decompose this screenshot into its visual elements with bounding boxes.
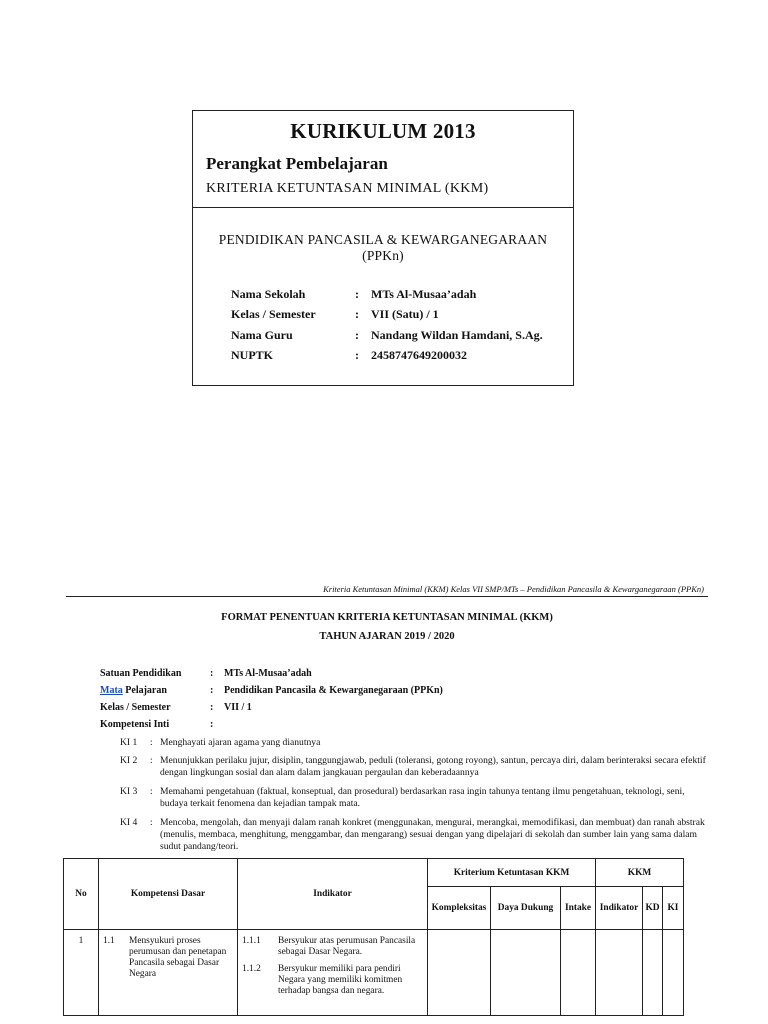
table-row [64, 930, 684, 1016]
cover-info-label: NUPTK [231, 348, 273, 362]
meta-colon: : [210, 668, 214, 679]
ki-text: Memahami pengetahuan (faktual, konseptual, dan prosedural) berdasarkan rasa ingin tahunya tentang ilmu pengetahuan, teknologi, seni, budaya terkait fenomena dan kejadian tampak mata. [160, 786, 685, 809]
ki-number: KI 3 [120, 786, 138, 797]
cover-subject [193, 232, 573, 264]
kd-number: 1.1 [103, 936, 115, 946]
ki-text: Menghayati ajaran agama yang dianutnya [160, 737, 321, 748]
ki-text: Mencoba, mengolah, dan menyaji dalam ranah konkret (menggunakan, mengurai, merangkai, memodifikasi, dan membuat) dan ranah abstrak (menulis, membaca, menghitung, menggambar, dan mengarang) sesuai dengan yang dipelajari di sekolah dan sumber lain yang sama dalam sudut pandang/teori. [160, 817, 705, 852]
cover-info-colon: : [355, 307, 359, 321]
cover-box [192, 110, 574, 386]
cover-info-value: VII (Satu) / 1 [371, 307, 439, 321]
ki-colon: : [150, 817, 153, 828]
cover-document-type: KRITERIA KETUNTASAN MINIMAL (KKM) [206, 181, 489, 196]
ki-number: KI 4 [120, 817, 138, 828]
ki-colon: : [150, 737, 153, 748]
cell-kompleksitas [428, 930, 491, 1016]
ki-text: Menunjukkan perilaku jujur, disiplin, tanggungjawab, peduli (toleransi, gotong royong), santun, percaya diri, dalam berinteraksi secara efektif dengan lingkungan sosial dan alam dalam jangkauan pergaulan dan keberadaannya [160, 755, 706, 778]
cell-kkm-ki [663, 930, 684, 1016]
mata-link[interactable]: Mata [100, 685, 123, 696]
table-header-row [64, 859, 684, 887]
cover-info-colon: : [355, 287, 359, 301]
header-daya-dukung: Daya Dukung [491, 887, 561, 930]
header-kkm-ki: KI [663, 887, 684, 930]
kd-text: Mensyukuri proses perumusan dan penetapan Pancasila sebagai Dasar Negara [129, 936, 227, 979]
running-header: Kriteria Ketuntasan Minimal (KKM) Kelas VII SMP/MTs – Pendidikan Pancasila & Kewarganegaraan (PPKn) [323, 584, 704, 594]
cell-daya-dukung [491, 930, 561, 1016]
header-kompetensi-dasar: Kompetensi Dasar [99, 859, 238, 930]
indicator-number: 1.1.2 [242, 964, 261, 974]
cell-kkm-kd [643, 930, 663, 1016]
meta-label-rest: Pelajaran [122, 685, 167, 696]
header-rule [66, 596, 708, 597]
meta-label [100, 685, 167, 696]
cover-info-label: Nama Sekolah [231, 287, 306, 301]
cover-subject-line2: (PPKn) [362, 248, 404, 263]
cover-info-value: 2458747649200032 [371, 348, 467, 362]
cover-subtitle: Perangkat Pembelajaran [206, 154, 388, 173]
cover-divider [193, 207, 573, 208]
cover-info-label: Kelas / Semester [231, 307, 316, 321]
row-number: 1 [64, 930, 99, 1016]
cover-subject-line1: PENDIDIKAN PANCASILA & KEWARGANEGARAAN [218, 232, 548, 247]
indicator-text: Bersyukur memiliki para pendiri Negara yang memiliki komitmen terhadap bangsa dan negara. [278, 964, 403, 996]
ki-number: KI 2 [120, 755, 138, 766]
indicator-item [242, 964, 425, 997]
format-title: FORMAT PENENTUAN KRITERIA KETUNTASAN MINIMAL (KKM) [221, 612, 553, 623]
meta-label: Kelas / Semester [100, 702, 171, 713]
cover-info-value: MTs Al-Musaa’adah [371, 287, 477, 301]
cover-title: KURIKULUM 2013 [290, 119, 476, 143]
row-kompetensi-dasar [99, 930, 238, 1016]
kkm-table [63, 858, 684, 1016]
indicator-number: 1.1.1 [242, 936, 261, 946]
cell-kkm-indikator [596, 930, 643, 1016]
meta-value: MTs Al-Musaa’adah [224, 668, 312, 679]
header-kkm-kd: KD [643, 887, 663, 930]
header-indikator: Indikator [238, 859, 428, 930]
meta-value: Pendidikan Pancasila & Kewarganegaraan (PPKn) [224, 685, 443, 696]
cover-info-label: Nama Guru [231, 328, 293, 342]
row-indikator [238, 930, 428, 1016]
ki-colon: : [150, 786, 153, 797]
ki-number: KI 1 [120, 737, 138, 748]
meta-label: Kompetensi Inti [100, 719, 170, 730]
header-kompleksitas: Kompleksitas [428, 887, 491, 930]
ki-colon: : [150, 755, 153, 766]
header-kkm: KKM [596, 859, 684, 887]
indicator-item [242, 936, 425, 958]
cover-info-value: Nandang Wildan Hamdani, S.Ag. [371, 328, 543, 342]
meta-colon: : [210, 719, 214, 730]
cell-intake [561, 930, 596, 1016]
header-kkm-indikator: Indikator [596, 887, 643, 930]
meta-colon: : [210, 685, 214, 696]
academic-year: TAHUN AJARAN 2019 / 2020 [319, 631, 455, 642]
cover-info-colon: : [355, 328, 359, 342]
cover-info-colon: : [355, 348, 359, 362]
indicator-text: Bersyukur atas perumusan Pancasila sebagai Dasar Negara. [278, 936, 416, 957]
meta-value: VII / 1 [224, 702, 252, 713]
meta-colon: : [210, 702, 214, 713]
header-no: No [64, 859, 99, 930]
meta-label: Satuan Pendidikan [100, 668, 182, 679]
header-kriterium: Kriterium Ketuntasan KKM [428, 859, 596, 887]
header-intake: Intake [561, 887, 596, 930]
